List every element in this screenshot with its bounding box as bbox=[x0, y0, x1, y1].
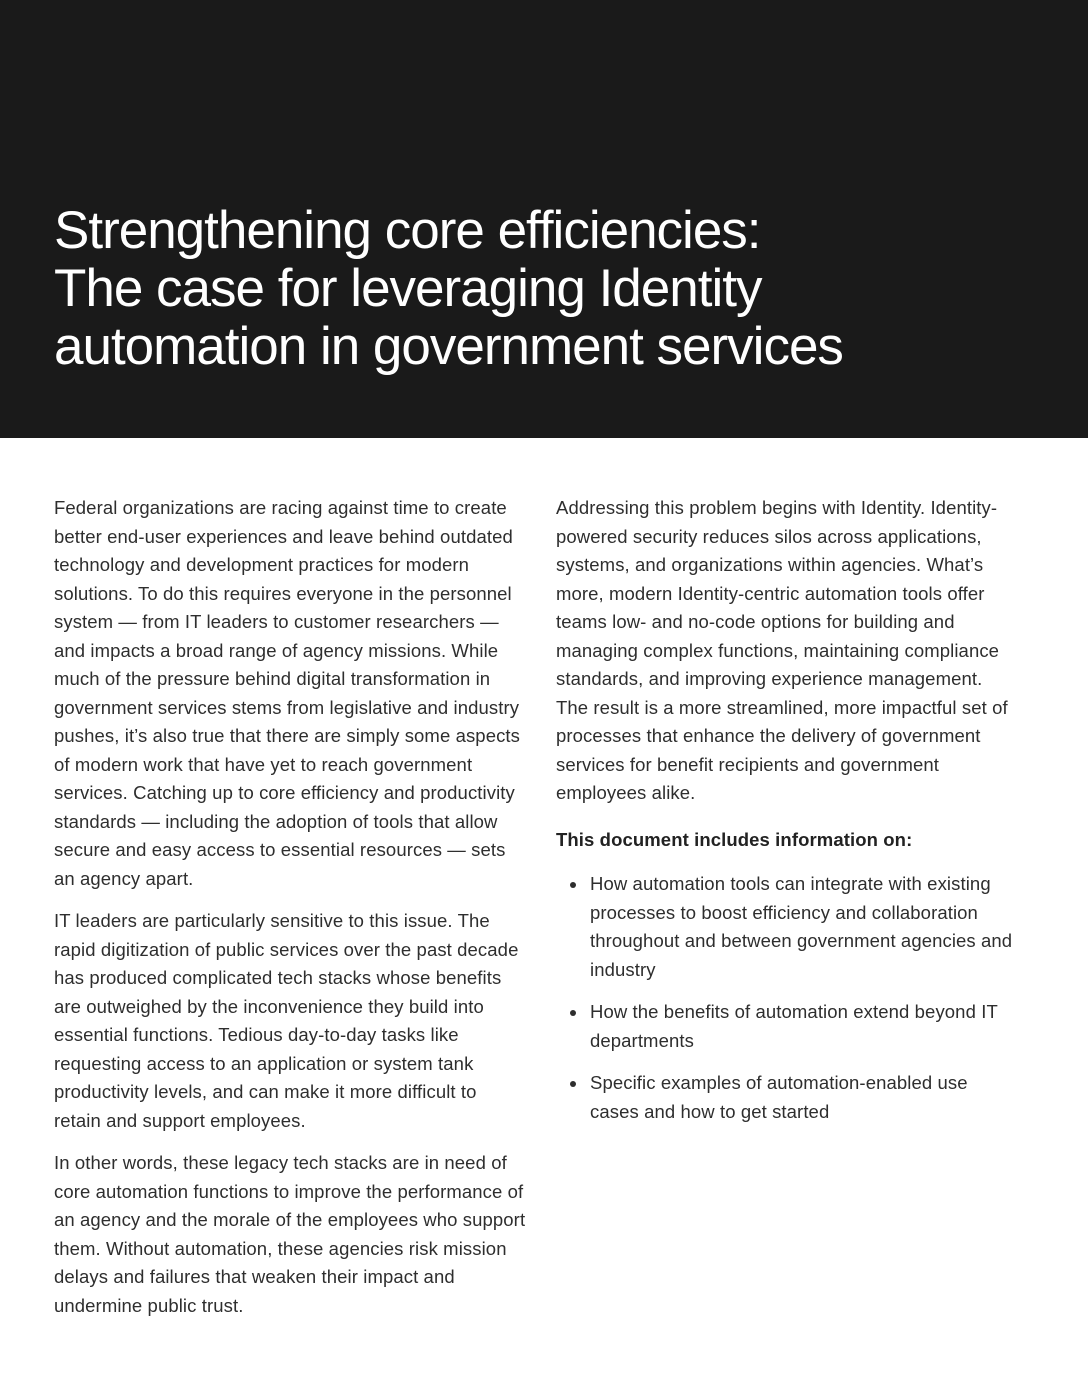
document-body bbox=[0, 438, 1088, 1334]
left-paragraph-2: IT leaders are particularly sensitive to this issue. The rapid digitization of public services over the past decade has produced complicated tech stacks whose benefits are outweighed by the inconvenience they build into essential functions. Tedious day-to-day tasks like requesting access to an application or system tank productivity levels, and can make it more difficult to retain and support employees. bbox=[54, 910, 519, 1131]
page-title-line-3: automation in government services bbox=[54, 317, 843, 376]
left-paragraph-1: Federal organizations are racing against time to create better end-user experiences and leave behind outdated technology and development practices for modern solutions. To do this requires everyone in the personnel system — from IT leaders to customer researchers — and impacts a broad range of agency missions. While much of the pressure behind digital transformation in government services stems from legislative and industry pushes, it’s also true that there are simply some aspects of modern work that have yet to reach government services. Catching up to core efficiency and productivity standards — including the adoption of tools that allow secure and easy access to essential resources — sets an agency apart. bbox=[54, 497, 521, 889]
right-paragraph-1: Addressing this problem begins with Identity. Identity-powered security reduces silos across applications, systems, and organizations within agencies. What’s more, modern Identity-centric automation tools offer teams low- and no-code options for building and managing complex functions, maintaining compliance standards, and improving experience management. The result is a more streamlined, more impactful set of processes that enhance the delivery of government services for benefit recipients and government employees alike. bbox=[556, 497, 1008, 803]
page-title bbox=[54, 202, 1034, 376]
right-column bbox=[556, 494, 1018, 1334]
info-bullet-list bbox=[556, 870, 1018, 1126]
bullet-item-2: • How the benefits of automation extend beyond IT departments bbox=[588, 998, 1018, 1055]
left-paragraph-3: In other words, these legacy tech stacks are in need of core automation functions to improve the performance of an agency and the morale of the employees who support them. Without automation, these agencies risk mission delays and failures that weaken their impact and undermine public trust. bbox=[54, 1152, 526, 1316]
document-header bbox=[0, 0, 1088, 438]
bullet-item-3: • Specific examples of automation-enabled use cases and how to get started bbox=[588, 1069, 1018, 1126]
list-heading: This document includes information on: bbox=[556, 828, 913, 850]
page-title-line-1: Strengthening core efficiencies: bbox=[54, 201, 761, 260]
page-title-line-2: The case for leveraging Identity bbox=[54, 259, 762, 318]
left-column bbox=[54, 494, 526, 1334]
bullet-item-1: • How automation tools can integrate with existing processes to boost efficiency and collaboration throughout and between government agencies and industry bbox=[588, 870, 1018, 984]
